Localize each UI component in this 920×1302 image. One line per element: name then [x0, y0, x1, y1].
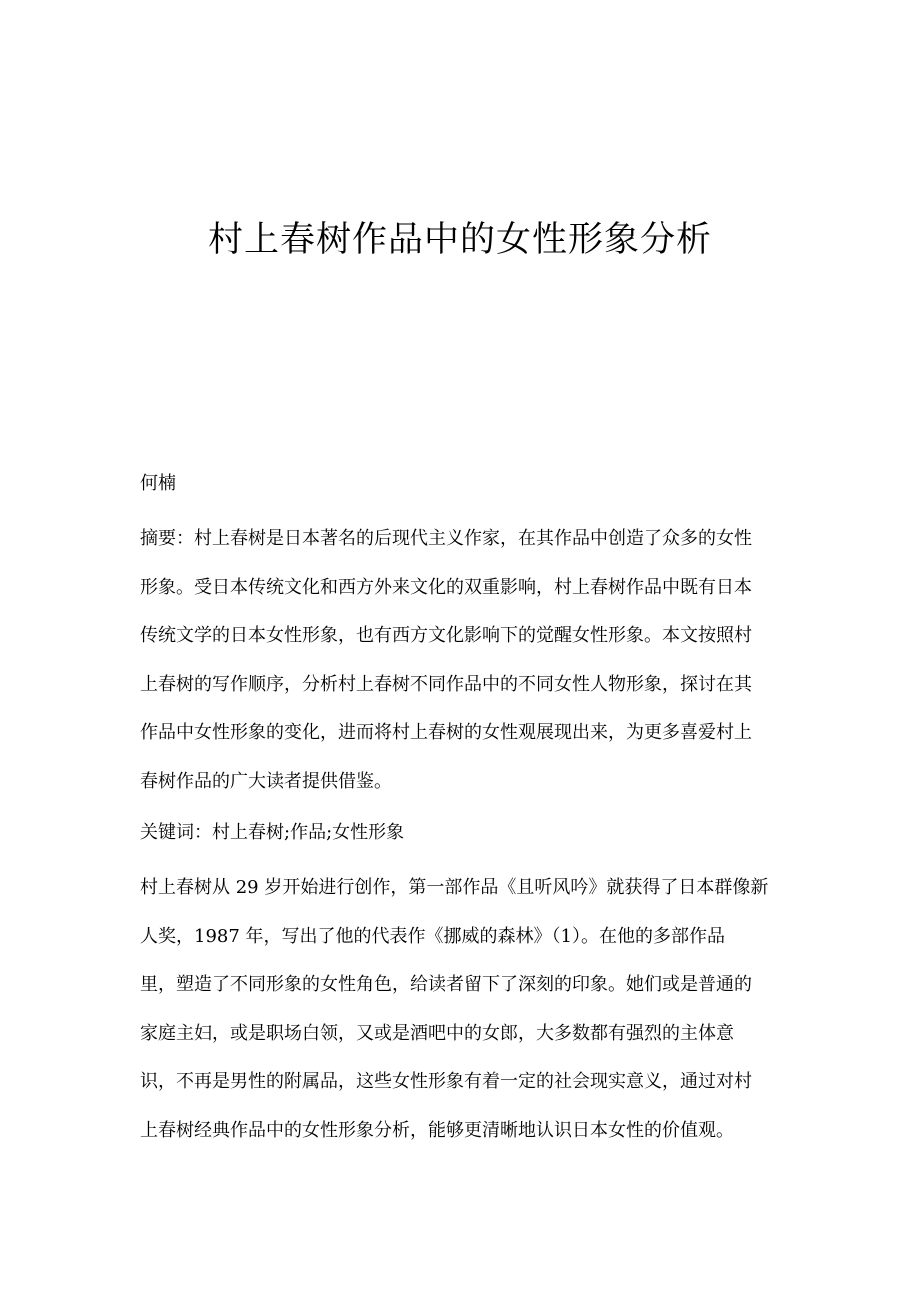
keywords-line: 关键词：村上春树;作品;女性形象	[140, 822, 405, 843]
body-line: 里，塑造了不同形象的女性角色，给读者留下了深刻的印象。她们或是普通的	[140, 974, 752, 995]
author-name: 何楠	[140, 473, 176, 494]
body-line: 人奖，1987 年，写出了他的代表作《挪威的森林》（1）。在他的多部作品	[140, 925, 725, 947]
abstract-line: 摘要：村上春树是日本著名的后现代主义作家，在其作品中创造了众多的女性	[140, 528, 752, 549]
abstract-line: 作品中女性形象的变化，进而将村上春树的女性观展现出来，为更多喜爱村上	[140, 722, 752, 743]
abstract-line: 形象。受日本传统文化和西方外来文化的双重影响，村上春树作品中既有日本	[140, 576, 752, 598]
body-line: 上春树经典作品中的女性形象分析，能够更清晰地认识日本女性的价值观。	[140, 1119, 734, 1141]
document-title: 村上春树作品中的女性形象分析	[207, 220, 712, 260]
abstract-line: 传统文学的日本女性形象，也有西方文化影响下的觉醒女性形象。本文按照村	[140, 625, 752, 646]
abstract-paragraph	[140, 515, 785, 806]
abstract-line: 春树作品的广大读者提供借鉴。	[140, 770, 392, 792]
body-line: 家庭主妇，或是职场白领，又或是酒吧中的女郎，大多数都有强烈的主体意	[140, 1022, 734, 1044]
abstract-line: 上春树的写作顺序，分析村上春树不同作品中的不同女性人物形象，探讨在其	[140, 673, 752, 695]
body-line: 村上春树从 29 岁开始进行创作，第一部作品《且听风吟》就获得了日本群像新	[140, 877, 769, 898]
body-paragraph	[140, 864, 785, 1155]
body-line: 识，不再是男性的附属品，这些女性形象有着一定的社会现实意义，通过对村	[140, 1071, 752, 1092]
